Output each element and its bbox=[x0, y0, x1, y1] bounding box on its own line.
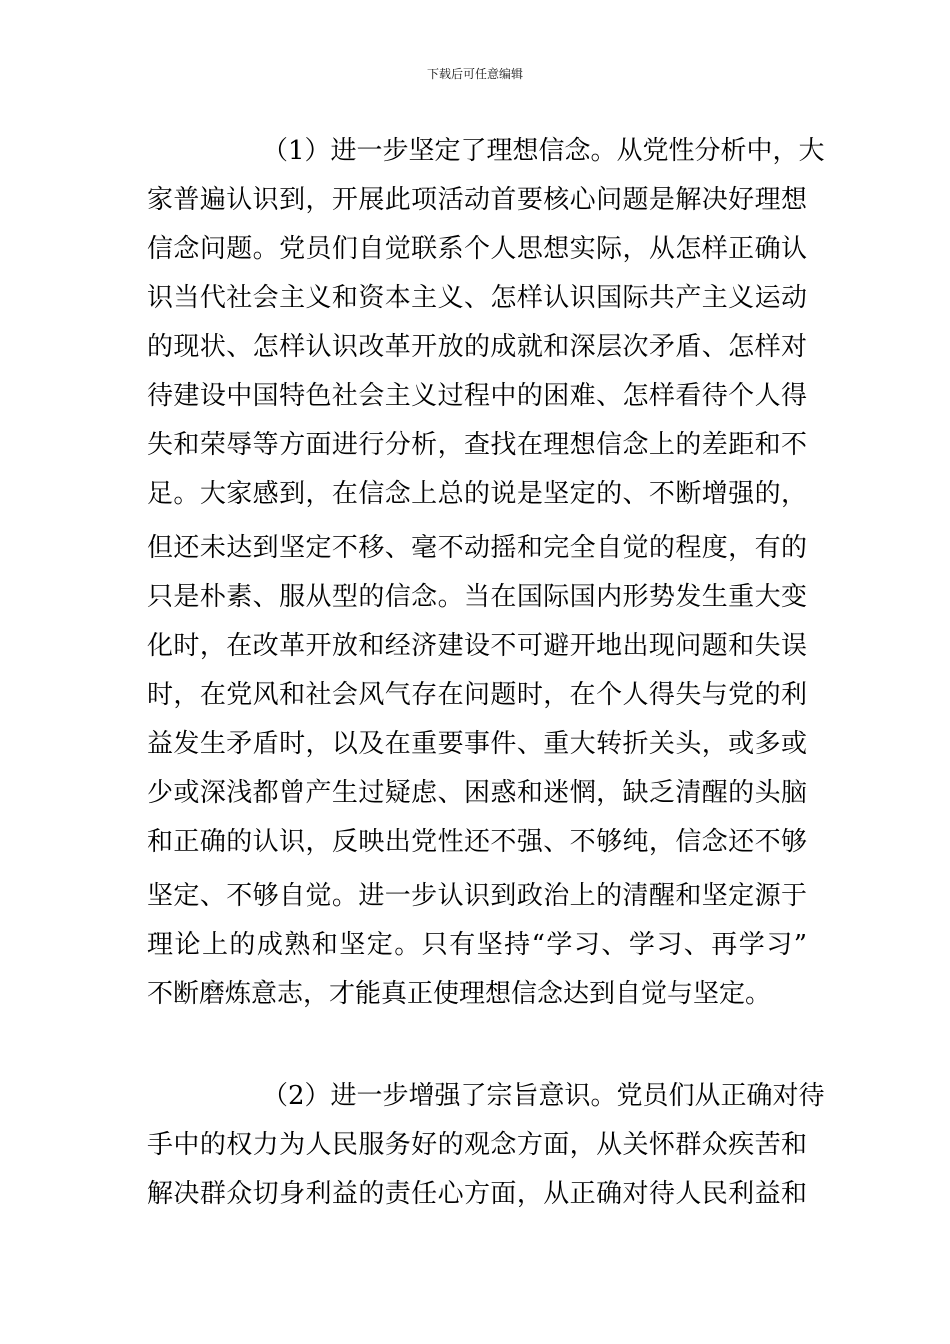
paragraph-line: 家普遍认识到，开展此项活动首要核心问题是解决好理想 bbox=[147, 185, 807, 215]
paragraph-line: 的现状、怎样认识改革开放的成就和深层次矛盾、怎样对 bbox=[147, 332, 807, 362]
paragraph-line: 不断磨炼意志，才能真正使理想信念达到自觉与坚定。 bbox=[147, 979, 772, 1009]
paragraph-line: 时，在党风和社会风气存在问题时，在个人得失与党的利 bbox=[147, 680, 807, 710]
paragraph-line: 少或深浅都曾产生过疑虑、困惑和迷惘，缺乏清醒的头脑 bbox=[147, 778, 807, 808]
paragraph-line: 待建设中国特色社会主义过程中的困难、怎样看待个人得 bbox=[147, 381, 807, 411]
paragraph-line: 手中的权力为人民服务好的观念方面，从关怀群众疾苦和 bbox=[147, 1130, 807, 1160]
paragraph-line: 解决群众切身利益的责任心方面，从正确对待人民利益和 bbox=[147, 1179, 807, 1209]
paragraph-line: 益发生矛盾时，以及在重要事件、重大转折关头，或多或 bbox=[147, 729, 807, 759]
paragraph-line: 理论上的成熟和坚定。只有坚持“学习、学习、再学习” bbox=[147, 930, 807, 960]
paragraph-line: （2）进一步增强了宗旨意识。党员们从正确对待 bbox=[262, 1081, 825, 1111]
paragraph-line: 识当代社会主义和资本主义、怎样认识国际共产主义运动 bbox=[147, 283, 807, 313]
paragraph-line: 和正确的认识，反映出党性还不强、不够纯，信念还不够 bbox=[147, 827, 807, 857]
page-header: 下载后可任意编辑 bbox=[426, 67, 523, 81]
paragraph-line: 只是朴素、服从型的信念。当在国际国内形势发生重大变 bbox=[147, 582, 807, 612]
paragraph-line: 坚定、不够自觉。进一步认识到政治上的清醒和坚定源于 bbox=[147, 881, 807, 911]
paragraph-line: 信念问题。党员们自觉联系个人思想实际，从怎样正确认 bbox=[147, 234, 807, 264]
paragraph-line: （1）进一步坚定了理想信念。从党性分析中，大 bbox=[262, 136, 825, 166]
paragraph-line: 但还未达到坚定不移、毫不动摇和完全自觉的程度，有的 bbox=[147, 533, 807, 563]
paragraph-line: 足。大家感到，在信念上总的说是坚定的、不断增强的， bbox=[147, 479, 807, 509]
paragraph-line: 化时，在改革开放和经济建设不可避开地出现问题和失误 bbox=[147, 631, 807, 661]
paragraph-line: 失和荣辱等方面进行分析，查找在理想信念上的差距和不 bbox=[147, 430, 807, 460]
